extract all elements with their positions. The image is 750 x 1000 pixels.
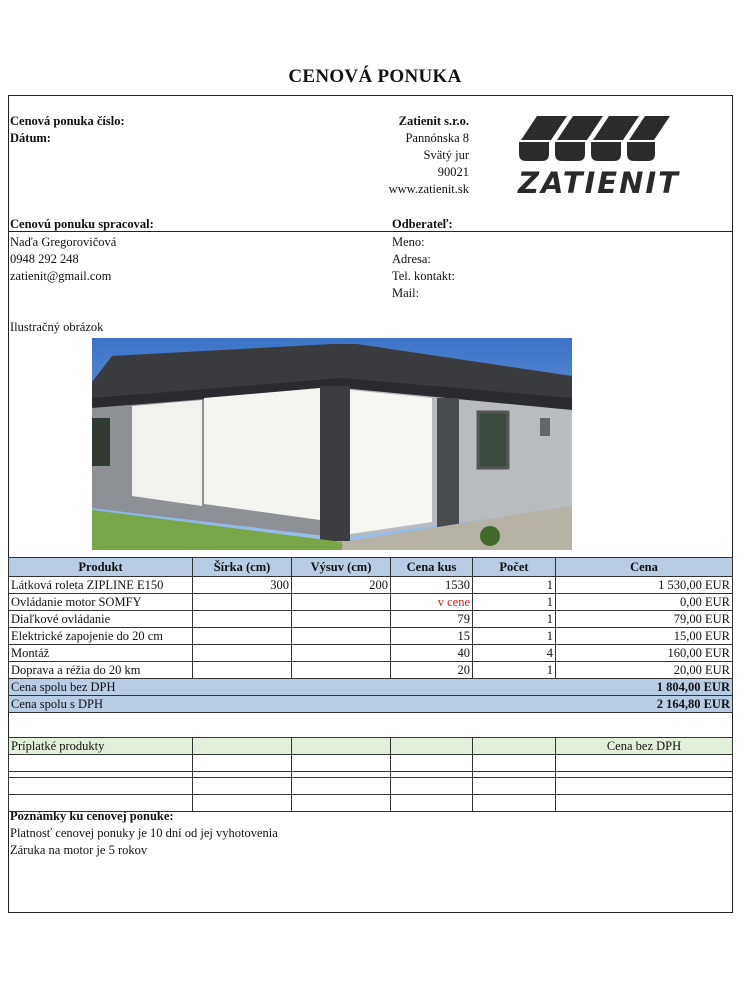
illustration-image — [92, 338, 572, 550]
col-header-unit-price: Cena kus — [391, 558, 473, 577]
cell-product: Diaľkové ovládanie — [9, 611, 193, 628]
cell-price: 15,00 EUR — [556, 628, 733, 645]
col-header-extension: Výsuv (cm) — [292, 558, 391, 577]
extras-row — [9, 778, 733, 795]
col-header-product: Produkt — [9, 558, 193, 577]
cell-product: Elektrické zapojenie do 20 cm — [9, 628, 193, 645]
cell-price: 160,00 EUR — [556, 645, 733, 662]
extras-label: Príplatké produkty — [9, 738, 193, 755]
table-row — [9, 611, 733, 628]
price-table — [8, 557, 733, 713]
company-name: Zatienit s.r.o. — [398, 114, 469, 128]
prepared-label: Cenovú ponuku spracoval: — [10, 217, 154, 231]
col-header-price: Cena — [556, 558, 733, 577]
cell-unit-price: 79 — [391, 611, 473, 628]
price-table-header — [9, 558, 733, 577]
offer-date-label: Dátum: — [10, 131, 51, 145]
cell-product: Doprava a réžia do 20 km — [9, 662, 193, 679]
notes-line-2: Záruka na motor je 5 rokov — [10, 843, 148, 857]
cell-price: 20,00 EUR — [556, 662, 733, 679]
cell-extension: 200 — [292, 577, 391, 594]
cell-count: 1 — [473, 662, 556, 679]
total-no-vat-value: 1 804,00 EUR — [556, 679, 733, 696]
cell-extension — [292, 645, 391, 662]
customer-phone-label: Tel. kontakt: — [392, 269, 456, 283]
company-logo-text: ZATIENIT — [518, 166, 680, 200]
extras-header-cell — [193, 738, 292, 755]
cell-width — [193, 628, 292, 645]
offer-number-label: Cenová ponuka číslo: — [10, 114, 125, 128]
notes-line-1: Platnosť cenovej ponuky je 10 dní od jej vyhotovenia — [10, 826, 278, 840]
extras-header — [9, 738, 733, 755]
total-no-vat-row — [9, 679, 733, 696]
extras-header-cell — [292, 738, 391, 755]
company-web[interactable]: www.zatienit.sk — [388, 182, 469, 196]
customer-address-label: Adresa: — [392, 252, 431, 266]
page-title: CENOVÁ PONUKA — [288, 66, 462, 87]
illustration-label: Ilustračný obrázok — [10, 320, 104, 334]
cell-unit-price: 1530 — [391, 577, 473, 594]
extras-table — [8, 737, 733, 812]
total-vat-label: Cena spolu s DPH — [9, 696, 556, 713]
cell-width — [193, 645, 292, 662]
cell-count: 1 — [473, 611, 556, 628]
extras-price-label: Cena bez DPH — [556, 738, 733, 755]
cell-price: 1 530,00 EUR — [556, 577, 733, 594]
cell-price: 0,00 EUR — [556, 594, 733, 611]
customer-mail-label: Mail: — [392, 286, 420, 300]
col-header-count: Počet — [473, 558, 556, 577]
company-zip: 90021 — [437, 165, 469, 179]
cell-unit-price: 15 — [391, 628, 473, 645]
col-header-width: Šírka (cm) — [193, 558, 292, 577]
table-row — [9, 577, 733, 594]
extras-row — [9, 755, 733, 772]
cell-width — [193, 594, 292, 611]
cell-price: 79,00 EUR — [556, 611, 733, 628]
cell-unit-price: 40 — [391, 645, 473, 662]
cell-unit-price: 20 — [391, 662, 473, 679]
cell-count: 1 — [473, 594, 556, 611]
total-no-vat-label: Cena spolu bez DPH — [9, 679, 556, 696]
cell-extension — [292, 594, 391, 611]
cell-width — [193, 662, 292, 679]
cell-width — [193, 611, 292, 628]
table-row — [9, 645, 733, 662]
cell-extension — [292, 628, 391, 645]
table-row — [9, 594, 733, 611]
cell-product: Montáž — [9, 645, 193, 662]
cell-extension — [292, 662, 391, 679]
cell-count: 4 — [473, 645, 556, 662]
company-city: Svätý jur — [423, 148, 469, 162]
customer-name-label: Meno: — [392, 235, 425, 249]
cell-count: 1 — [473, 628, 556, 645]
table-row — [9, 628, 733, 645]
prepared-name: Naďa Gregorovičová — [10, 235, 117, 249]
total-vat-row — [9, 696, 733, 713]
cell-extension — [292, 611, 391, 628]
cell-unit-price: v cene — [391, 594, 473, 611]
cell-count: 1 — [473, 577, 556, 594]
table-row — [9, 662, 733, 679]
customer-label: Odberateľ: — [392, 217, 453, 231]
total-vat-value: 2 164,80 EUR — [556, 696, 733, 713]
extras-header-cell — [391, 738, 473, 755]
notes-label: Poznámky ku cenovej ponuke: — [10, 809, 174, 823]
cell-product: Látková roleta ZIPLINE E150 — [9, 577, 193, 594]
cell-width: 300 — [193, 577, 292, 594]
prepared-email[interactable]: zatienit@gmail.com — [10, 269, 112, 283]
company-street: Pannónska 8 — [405, 131, 469, 145]
extras-header-cell — [473, 738, 556, 755]
cell-product: Ovládanie motor SOMFY — [9, 594, 193, 611]
prepared-phone: 0948 292 248 — [10, 252, 79, 266]
